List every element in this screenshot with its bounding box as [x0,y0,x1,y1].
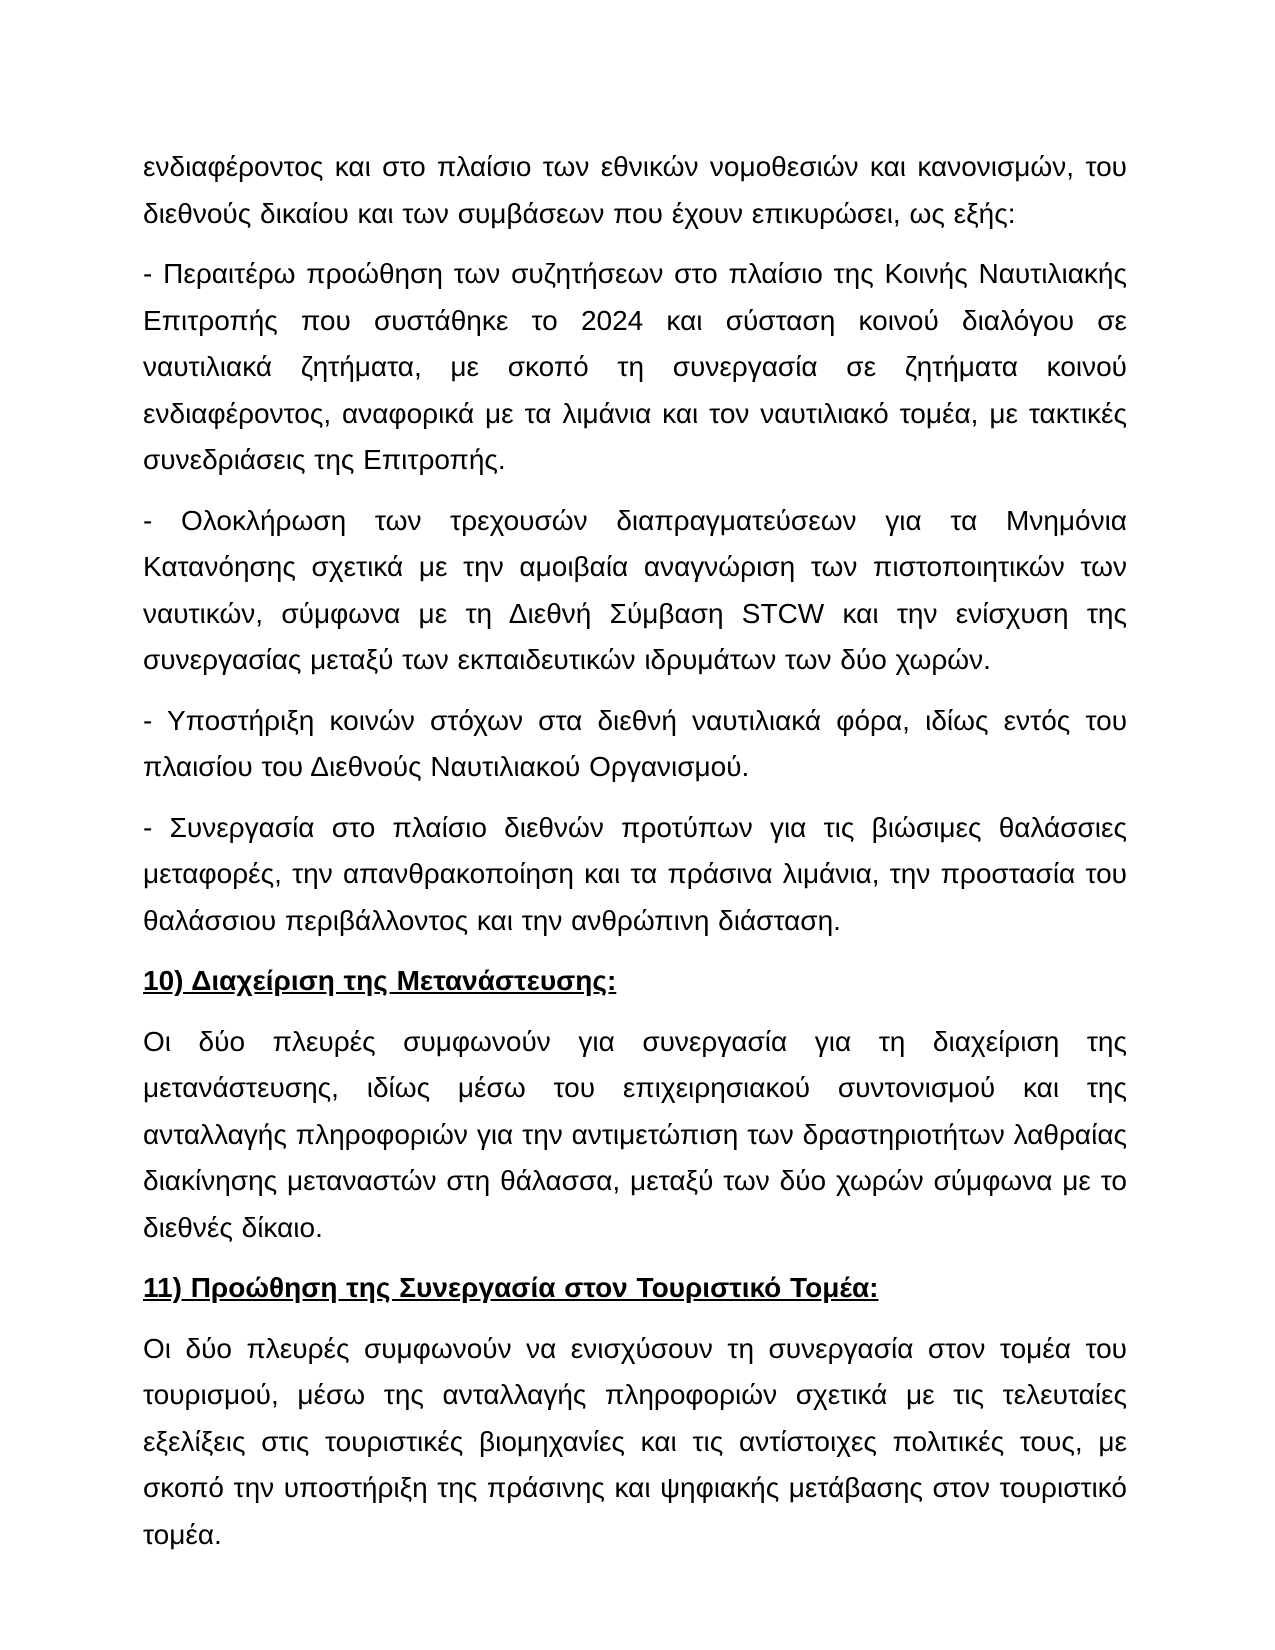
section-heading-text: 10) Διαχείριση της Μετανάστευσης: [143,965,617,996]
body-paragraph: ενδιαφέροντος και στο πλαίσιο των εθνικών νομοθεσιών και κανονισμών, του διεθνούς δικαίου και των συμβάσεων που έχουν επικυρώσει, ως εξής: [143,151,1127,229]
body-paragraph: - Περαιτέρω προώθηση των συζητήσεων στο πλαίσιο της Κοινής Ναυτιλιακής Επιτροπής που συστάθηκε το 2024 και σύσταση κοινού διαλόγου σε ναυτιλιακά ζητήματα, με σκοπό τη συνεργασία σε ζητήματα κοινού ενδιαφέροντος, αναφορικά με τα λιμάνια και τον ναυτιλιακό τομέα, με τακτικές συνεδριάσεις της Επιτροπής. [143,258,1127,475]
body-paragraph: - Συνεργασία στο πλαίσιο διεθνών προτύπων για τις βιώσιμες θαλάσσιες μεταφορές, την απανθρακοποίηση και τα πράσινα λιμάνια, την προστασία του θαλάσσιου περιβάλλοντος και την ανθρώπινη διάσταση. [143,811,1127,936]
body-paragraph: Οι δύο πλευρές συμφωνούν για συνεργασία για τη διαχείριση της μετανάστευσης, ιδίως μέσω του επιχειρησιακού συντονισμού και της ανταλλαγής πληροφοριών για την αντιμετώπιση των δραστηριοτήτων λαθραίας διακίνησης μεταναστών στη θάλασσα, μεταξύ των δύο χωρών σύμφωνα με το διεθνές δίκαιο. [143,1025,1127,1243]
section-heading [143,958,1127,1005]
body-paragraph: - Ολοκλήρωση των τρεχουσών διαπραγματεύσεων για τα Μνημόνια Κατανόησης σχετικά με την αμοιβαία αναγνώριση των πιστοποιητικών των ναυτικών, σύμφωνα με τη Διεθνή Σύμβαση STCW και την ενίσχυση της συνεργασίας μεταξύ των εκπαιδευτικών ιδρυμάτων των δύο χωρών. [143,504,1127,675]
document-body [143,144,1127,1572]
body-paragraph: - Υποστήριξη κοινών στόχων στα διεθνή ναυτιλιακά φόρα, ιδίως εντός του πλαισίου του Διεθνούς Ναυτιλιακού Οργανισμού. [143,704,1127,782]
section-heading-text: 11) Προώθηση της Συνεργασία στον Τουριστικό Τομέα: [143,1272,879,1303]
section-heading [143,1265,1127,1312]
body-paragraph: Οι δύο πλευρές συμφωνούν να ενισχύσουν τη συνεργασία στον τομέα του τουρισμού, μέσω της ανταλλαγής πληροφοριών σχετικά με τις τελευταίες εξελίξεις στις τουριστικές βιομηχανίες και τις αντίστοιχες πολιτικές τους, με σκοπό την υποστήριξη της πράσινης και ψηφιακής μετάβασης στον τουριστικό τομέα. [143,1332,1127,1550]
